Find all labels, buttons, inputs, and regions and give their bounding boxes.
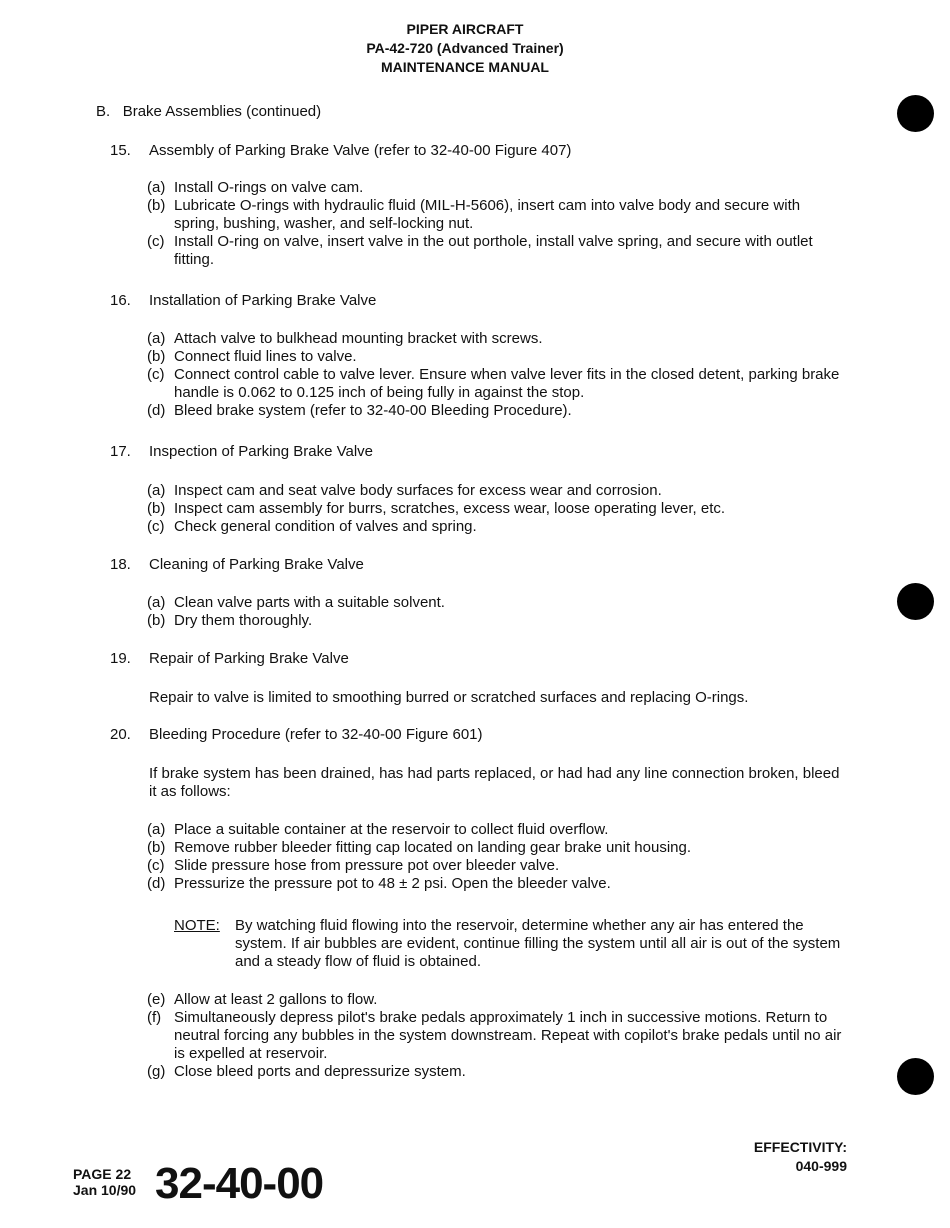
section-title: Brake Assemblies (continued) [122, 103, 322, 120]
document-number: 32-40-00 [155, 1159, 324, 1208]
list-item: (d) Bleed brake system (refer to 32-40-00 Bleeding Procedure). [147, 402, 572, 419]
header-model: PA-42-720 (Advanced Trainer) [366, 40, 564, 56]
note-block [174, 917, 854, 971]
list-item: (a) Install O-rings on valve cam. [147, 179, 364, 196]
list-item: (a) Inspect cam and seat valve body surfaces for excess wear and corrosion. [147, 482, 662, 499]
page-number: PAGE 22 [73, 1166, 132, 1182]
section-label: B. [96, 103, 111, 120]
list-item: (b) Inspect cam assembly for burrs, scratches, excess wear, loose operating lever, etc. [147, 500, 726, 517]
step-15-list [147, 179, 847, 269]
list-item: (c) Connect control cable to valve lever. Ensure when valve lever fits in the closed detent, parking brake handle is 0.062 to 0.125 inch of being fully in against the stop. [147, 366, 840, 401]
page-header [0, 20, 930, 77]
list-item: (b) Lubricate O-rings with hydraulic fluid (MIL-H-5606), insert cam into valve body and secure with spring, bushing, washer, and self-locking nut. [147, 197, 801, 232]
list-item: (f) Simultaneously depress pilot's brake pedals approximately 1 inch in successive motions. Return to neutral forcing any bubbles in the system downstream. Repeat with copilot's brake pedals until no air is expelled at reservoir. [147, 1009, 842, 1062]
list-item: (e) Allow at least 2 gallons to flow. [147, 991, 378, 1008]
step-title: Cleaning of Parking Brake Valve [149, 556, 364, 573]
step-20-list-continued [147, 991, 847, 1081]
step-number: 17. [110, 443, 131, 460]
note-text: By watching fluid flowing into the reservoir, determine whether any air has entered the system. If air bubbles are evident, continue filling the system until all air is out of the system and a steady flow of fluid is obtained. [235, 917, 841, 970]
note-label: NOTE: [174, 917, 220, 934]
binder-hole-bottom [897, 1058, 934, 1095]
step-16-list [147, 330, 847, 420]
step-number: 20. [110, 726, 131, 743]
step-title: Inspection of Parking Brake Valve [149, 443, 374, 460]
list-item: (a) Clean valve parts with a suitable solvent. [147, 594, 445, 611]
step-18-list [147, 594, 847, 630]
effectivity-label: EFFECTIVITY: [753, 1139, 847, 1155]
binder-hole-middle [897, 583, 934, 620]
list-item: (c) Check general condition of valves and spring. [147, 518, 477, 535]
page-info [73, 1166, 136, 1198]
step-17-list [147, 482, 847, 536]
binder-hole-top [897, 95, 934, 132]
step-number: 16. [110, 292, 131, 309]
step-number: 15. [110, 142, 131, 159]
list-item: (b) Remove rubber bleeder fitting cap located on landing gear brake unit housing. [147, 839, 692, 856]
header-manual-title: MAINTENANCE MANUAL [381, 59, 549, 75]
page-date: Jan 10/90 [73, 1182, 137, 1198]
list-item: (a) Place a suitable container at the reservoir to collect fluid overflow. [147, 821, 609, 838]
step-number: 19. [110, 650, 131, 667]
effectivity-block [754, 1138, 847, 1176]
step-20-paragraph: If brake system has been drained, has had parts replaced, or had had any line connection broken, bleed it as follows: [149, 765, 840, 800]
step-20-list [147, 821, 847, 893]
list-item: (d) Pressurize the pressure pot to 48 ± 2 psi. Open the bleeder valve. [147, 875, 611, 892]
step-19-paragraph: Repair to valve is limited to smoothing burred or scratched surfaces and replacing O-rings. [149, 689, 749, 706]
step-title: Repair of Parking Brake Valve [149, 650, 349, 667]
header-company: PIPER AIRCRAFT [406, 21, 524, 37]
list-item: (b) Dry them thoroughly. [147, 612, 313, 629]
list-item: (g) Close bleed ports and depressurize system. [147, 1063, 466, 1080]
list-item: (c) Slide pressure hose from pressure pot over bleeder valve. [147, 857, 560, 874]
list-item: (c) Install O-ring on valve, insert valve in the out porthole, install valve spring, and secure with outlet fitting. [147, 233, 813, 268]
list-item: (b) Connect fluid lines to valve. [147, 348, 357, 365]
step-title: Assembly of Parking Brake Valve (refer to 32-40-00 Figure 407) [149, 142, 572, 159]
section-heading [96, 103, 321, 121]
effectivity-value: 040-999 [795, 1158, 847, 1174]
step-number: 18. [110, 556, 131, 573]
step-title: Installation of Parking Brake Valve [149, 292, 377, 309]
list-item: (a) Attach valve to bulkhead mounting bracket with screws. [147, 330, 543, 347]
step-title: Bleeding Procedure (refer to 32-40-00 Figure 601) [149, 726, 483, 743]
